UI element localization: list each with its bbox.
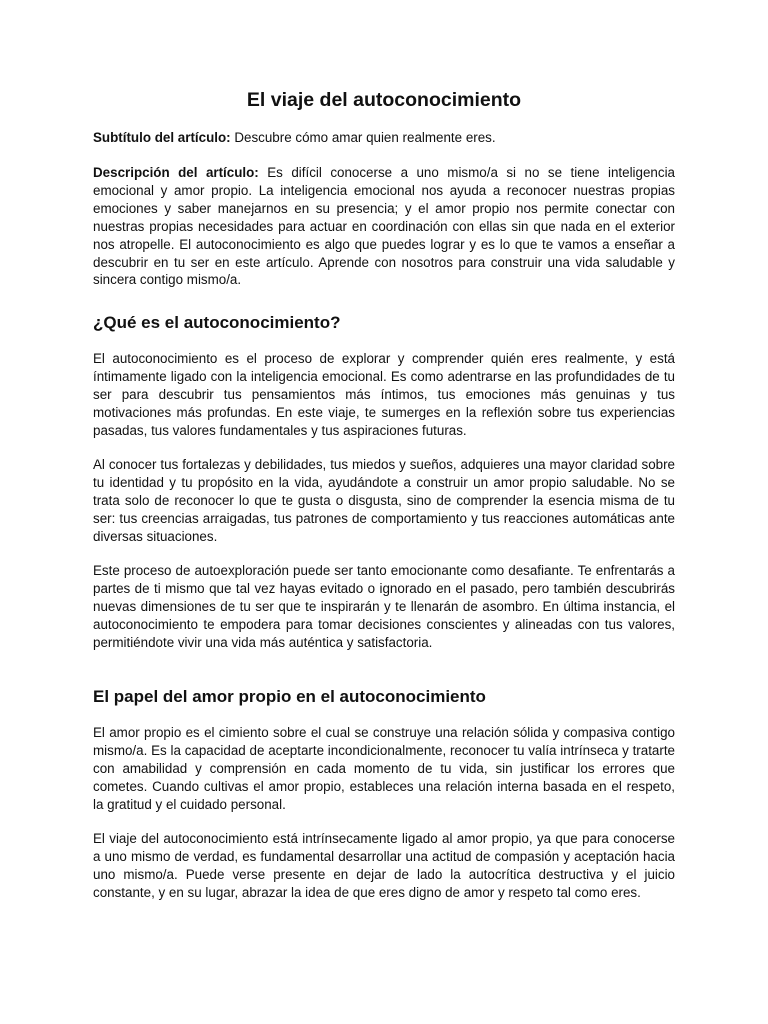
section1-paragraph-3: Este proceso de autoexploración puede ser tanto emocionante como desafiante. Te enfrentarás a partes de ti mismo que tal vez hayas evitado o ignorado en el pasado, pero también descubrirás nuevas dimensiones de tu ser que te inspirarán y te llenarán de asombro. En última instancia, el autoconocimiento te empodera para tomar decisiones conscientes y alineadas con tus valores, permitiéndote vivir una vida más auténtica y satisfactoria. — [93, 563, 675, 650]
subtitle-text: Descubre cómo amar quien realmente eres. — [230, 130, 496, 145]
subtitle-paragraph — [93, 129, 675, 147]
section1-paragraph-1: El autoconocimiento es el proceso de explorar y comprender quién eres realmente, y está íntimamente ligado con la inteligencia emocional. Es como adentrarse en las profundidades de tu ser para descubrir tus pensamientos más íntimos, tus emociones más genuinas y tus motivaciones más profundas. En este viaje, te sumerges en la reflexión sobre tus experiencias pasadas, tus valores fundamentales y tus aspiraciones futuras. — [93, 351, 675, 438]
section-heading-que-es: ¿Qué es el autoconocimiento? — [93, 313, 341, 332]
section-heading-amor-propio: El papel del amor propio en el autoconocimiento — [93, 687, 486, 706]
description-paragraph — [93, 164, 675, 289]
section2-paragraph-2: El viaje del autoconocimiento está intrínsecamente ligado al amor propio, ya que para conocerse a uno mismo de verdad, es fundamental desarrollar una actitud de compasión y aceptación hacia uno mismo/a. Puede verse presente en dejar de lado la autocrítica destructiva y el juicio constante, y en su lugar, abrazar la idea de que eres digno de amor y respeto tal como eres. — [93, 831, 675, 900]
subtitle-label: Subtítulo del artículo: — [93, 130, 231, 145]
document-title: El viaje del autoconocimiento — [246, 89, 522, 111]
description-text: Es difícil conocerse a uno mismo/a si no se tiene inteligencia emocional y amor propio. La inteligencia emocional nos ayuda a reconocer nuestras propias emociones y saber manejarnos en su presencia; y el amor propio nos permite conectar con nuestras propias necesidades para actuar en coordinación con ellas sin que nada en el exterior nos atropelle. El autoconocimiento es algo que puedes lograr y es lo que te vamos a enseñar a descubrir en tu ser en este artículo. Aprende con nosotros para construir una vida saludable y sincera contigo mismo/a. — [93, 165, 675, 288]
section2-paragraph-1: El amor propio es el cimiento sobre el cual se construye una relación sólida y compasiva contigo mismo/a. Es la capacidad de aceptarte incondicionalmente, reconocer tu valía intrínseca y tratarte con amabilidad y comprensión en cada momento de tu vida, sin justificar los errores que cometes. Cuando cultivas el amor propio, estableces una relación interna basada en el respeto, la gratitud y el cuidado personal. — [93, 725, 675, 812]
section1-paragraph-2: Al conocer tus fortalezas y debilidades, tus miedos y sueños, adquieres una mayor claridad sobre tu identidad y tu propósito en la vida, ayudándote a construir un amor propio saludable. No se trata solo de reconocer lo que te gusta o disgusta, sino de comprender la esencia misma de tu ser: tus creencias arraigadas, tus patrones de comportamiento y tus reacciones automáticas ante diversas situaciones. — [93, 457, 675, 544]
description-label: Descripción del artículo: — [93, 165, 259, 180]
